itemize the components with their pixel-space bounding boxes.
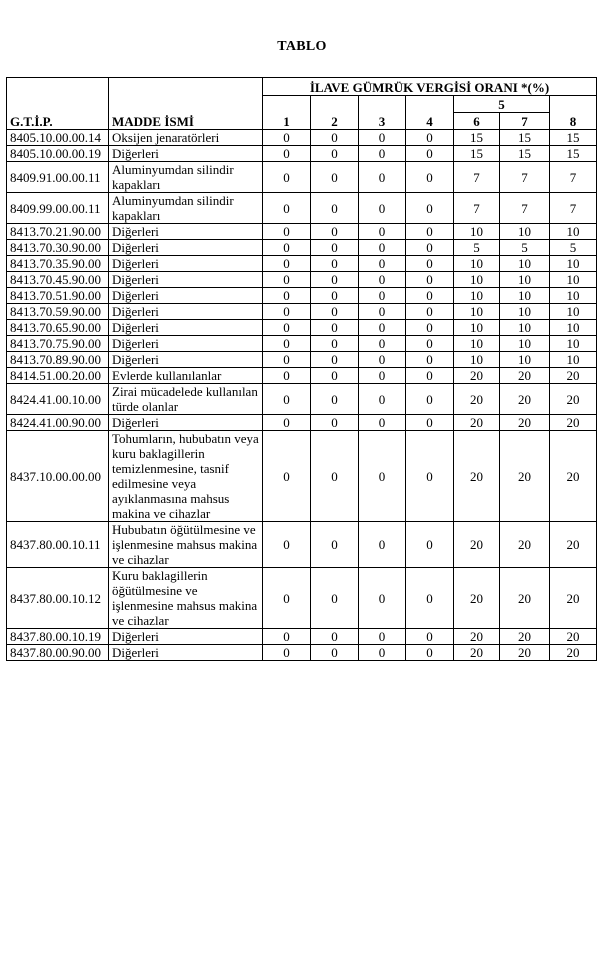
rate-cell-c3: 0 <box>359 352 406 368</box>
header-subgroup-5: 5 <box>454 96 550 113</box>
rate-cell-c7: 20 <box>500 629 550 645</box>
rate-cell-c2: 0 <box>311 629 359 645</box>
rate-cell-c7: 20 <box>500 415 550 431</box>
gtip-code: 8405.10.00.00.19 <box>7 146 109 162</box>
item-name: Aluminyumdan silindir kapakları <box>109 162 263 193</box>
gtip-code: 8413.70.75.90.00 <box>7 336 109 352</box>
rate-cell-c3: 0 <box>359 272 406 288</box>
rate-cell-c8: 20 <box>550 629 597 645</box>
rate-cell-c3: 0 <box>359 320 406 336</box>
rate-cell-c8: 5 <box>550 240 597 256</box>
rate-cell-c4: 0 <box>406 629 454 645</box>
rate-cell-c3: 0 <box>359 522 406 568</box>
rate-cell-c7: 20 <box>500 568 550 629</box>
rate-cell-c6: 20 <box>454 568 500 629</box>
rate-cell-c8: 10 <box>550 352 597 368</box>
rate-cell-c8: 20 <box>550 368 597 384</box>
gtip-code: 8413.70.89.90.00 <box>7 352 109 368</box>
gtip-code: 8409.99.00.00.11 <box>7 193 109 224</box>
rate-cell-c4: 0 <box>406 272 454 288</box>
table-row <box>7 288 597 304</box>
table-row <box>7 240 597 256</box>
rate-cell-c4: 0 <box>406 522 454 568</box>
rate-cell-c6: 10 <box>454 272 500 288</box>
rate-cell-c1: 0 <box>263 431 311 522</box>
rate-cell-c4: 0 <box>406 384 454 415</box>
gtip-code: 8413.70.51.90.00 <box>7 288 109 304</box>
rate-cell-c6: 7 <box>454 162 500 193</box>
rate-cell-c1: 0 <box>263 415 311 431</box>
item-name: Diğerleri <box>109 320 263 336</box>
rate-cell-c6: 10 <box>454 224 500 240</box>
rate-cell-c1: 0 <box>263 352 311 368</box>
rate-cell-c1: 0 <box>263 645 311 661</box>
table-row <box>7 162 597 193</box>
rate-cell-c3: 0 <box>359 224 406 240</box>
gtip-code: 8414.51.00.20.00 <box>7 368 109 384</box>
rate-cell-c2: 0 <box>311 568 359 629</box>
table-row <box>7 629 597 645</box>
rate-cell-c6: 10 <box>454 352 500 368</box>
item-name: Diğerleri <box>109 629 263 645</box>
rate-cell-c6: 10 <box>454 288 500 304</box>
rate-cell-c4: 0 <box>406 193 454 224</box>
rate-cell-c4: 0 <box>406 304 454 320</box>
rate-cell-c2: 0 <box>311 384 359 415</box>
rate-cell-c6: 10 <box>454 304 500 320</box>
rate-cell-c1: 0 <box>263 522 311 568</box>
rate-cell-c7: 5 <box>500 240 550 256</box>
header-col-4: 4 <box>406 96 454 130</box>
table-row <box>7 645 597 661</box>
header-col-1: 1 <box>263 96 311 130</box>
rate-cell-c8: 15 <box>550 130 597 146</box>
gtip-code: 8413.70.65.90.00 <box>7 320 109 336</box>
rate-cell-c8: 10 <box>550 304 597 320</box>
gtip-code: 8413.70.30.90.00 <box>7 240 109 256</box>
item-name: Tohumların, hububatın veya kuru baklagillerin temizlenmesine, tasnif edilmesine veya ayıklanmasına mahsus makina ve cihazlar <box>109 431 263 522</box>
rate-cell-c6: 15 <box>454 130 500 146</box>
rate-cell-c4: 0 <box>406 352 454 368</box>
gtip-code: 8413.70.45.90.00 <box>7 272 109 288</box>
gtip-code: 8413.70.59.90.00 <box>7 304 109 320</box>
header-col-6: 6 <box>454 113 500 130</box>
item-name: Evlerde kullanılanlar <box>109 368 263 384</box>
rate-cell-c4: 0 <box>406 162 454 193</box>
rate-cell-c3: 0 <box>359 431 406 522</box>
rate-cell-c8: 10 <box>550 272 597 288</box>
rate-cell-c6: 20 <box>454 415 500 431</box>
rate-cell-c3: 0 <box>359 336 406 352</box>
table-row <box>7 224 597 240</box>
tariff-body <box>7 130 597 661</box>
rate-cell-c7: 20 <box>500 431 550 522</box>
header-col-3: 3 <box>359 96 406 130</box>
rate-cell-c1: 0 <box>263 336 311 352</box>
rate-cell-c8: 20 <box>550 568 597 629</box>
rate-cell-c7: 15 <box>500 146 550 162</box>
gtip-code: 8424.41.00.10.00 <box>7 384 109 415</box>
rate-cell-c3: 0 <box>359 384 406 415</box>
rate-cell-c1: 0 <box>263 272 311 288</box>
rate-cell-c3: 0 <box>359 288 406 304</box>
rate-cell-c4: 0 <box>406 146 454 162</box>
rate-cell-c4: 0 <box>406 368 454 384</box>
rate-cell-c7: 10 <box>500 320 550 336</box>
table-row <box>7 146 597 162</box>
gtip-code: 8437.80.00.90.00 <box>7 645 109 661</box>
rate-cell-c4: 0 <box>406 240 454 256</box>
rate-cell-c7: 20 <box>500 368 550 384</box>
item-name: Diğerleri <box>109 415 263 431</box>
header-col-7: 7 <box>500 113 550 130</box>
rate-cell-c7: 10 <box>500 336 550 352</box>
rate-cell-c3: 0 <box>359 368 406 384</box>
rate-cell-c3: 0 <box>359 193 406 224</box>
rate-cell-c2: 0 <box>311 304 359 320</box>
header-madde-ismi: MADDE İSMİ <box>109 78 263 130</box>
rate-cell-c4: 0 <box>406 568 454 629</box>
item-name: Kuru baklagillerin öğütülmesine ve işlenmesine mahsus makina ve cihazlar <box>109 568 263 629</box>
rate-cell-c2: 0 <box>311 522 359 568</box>
rate-cell-c2: 0 <box>311 256 359 272</box>
item-name: Diğerleri <box>109 272 263 288</box>
table-row <box>7 130 597 146</box>
rate-cell-c4: 0 <box>406 336 454 352</box>
rate-cell-c2: 0 <box>311 193 359 224</box>
item-name: Oksijen jenaratörleri <box>109 130 263 146</box>
rate-cell-c1: 0 <box>263 162 311 193</box>
rate-cell-c7: 20 <box>500 522 550 568</box>
rate-cell-c7: 10 <box>500 256 550 272</box>
rate-cell-c6: 20 <box>454 629 500 645</box>
rate-cell-c1: 0 <box>263 304 311 320</box>
rate-cell-c8: 10 <box>550 256 597 272</box>
rate-cell-c2: 0 <box>311 431 359 522</box>
rate-cell-c3: 0 <box>359 629 406 645</box>
rate-cell-c3: 0 <box>359 645 406 661</box>
item-name: Diğerleri <box>109 288 263 304</box>
rate-cell-c1: 0 <box>263 240 311 256</box>
rate-cell-c6: 10 <box>454 336 500 352</box>
header-gtip: G.T.İ.P. <box>7 78 109 130</box>
rate-cell-c1: 0 <box>263 224 311 240</box>
rate-cell-c6: 20 <box>454 431 500 522</box>
rate-cell-c4: 0 <box>406 288 454 304</box>
rate-cell-c2: 0 <box>311 288 359 304</box>
rate-cell-c8: 20 <box>550 645 597 661</box>
item-name: Diğerleri <box>109 256 263 272</box>
gtip-code: 8424.41.00.90.00 <box>7 415 109 431</box>
item-name: Zirai mücadelede kullanılan türde olanlar <box>109 384 263 415</box>
rate-cell-c2: 0 <box>311 645 359 661</box>
gtip-code: 8437.80.00.10.19 <box>7 629 109 645</box>
rate-cell-c1: 0 <box>263 130 311 146</box>
rate-cell-c3: 0 <box>359 304 406 320</box>
table-row <box>7 415 597 431</box>
rate-cell-c7: 15 <box>500 130 550 146</box>
table-row <box>7 368 597 384</box>
item-name: Diğerleri <box>109 336 263 352</box>
rate-cell-c2: 0 <box>311 320 359 336</box>
rate-cell-c6: 20 <box>454 645 500 661</box>
rate-cell-c6: 20 <box>454 384 500 415</box>
table-row <box>7 304 597 320</box>
rate-cell-c6: 5 <box>454 240 500 256</box>
table-row <box>7 568 597 629</box>
table-row <box>7 522 597 568</box>
rate-cell-c2: 0 <box>311 240 359 256</box>
rate-cell-c8: 10 <box>550 224 597 240</box>
rate-cell-c7: 7 <box>500 162 550 193</box>
rate-cell-c7: 7 <box>500 193 550 224</box>
rate-cell-c3: 0 <box>359 146 406 162</box>
gtip-code: 8409.91.00.00.11 <box>7 162 109 193</box>
item-name: Aluminyumdan silindir kapakları <box>109 193 263 224</box>
rate-cell-c1: 0 <box>263 384 311 415</box>
table-row <box>7 352 597 368</box>
rate-cell-c6: 10 <box>454 256 500 272</box>
item-name: Hububatın öğütülmesine ve işlenmesine mahsus makina ve cihazlar <box>109 522 263 568</box>
rate-cell-c3: 0 <box>359 415 406 431</box>
rate-cell-c3: 0 <box>359 130 406 146</box>
rate-cell-c3: 0 <box>359 256 406 272</box>
rate-cell-c2: 0 <box>311 162 359 193</box>
page-title: TABLO <box>277 39 327 54</box>
table-row <box>7 431 597 522</box>
rate-cell-c1: 0 <box>263 256 311 272</box>
rate-cell-c1: 0 <box>263 320 311 336</box>
table-row <box>7 272 597 288</box>
table-row <box>7 193 597 224</box>
rate-cell-c8: 20 <box>550 431 597 522</box>
item-name: Diğerleri <box>109 352 263 368</box>
rate-cell-c7: 20 <box>500 384 550 415</box>
table-row <box>7 256 597 272</box>
rate-cell-c2: 0 <box>311 272 359 288</box>
rate-cell-c2: 0 <box>311 415 359 431</box>
rate-cell-c6: 20 <box>454 522 500 568</box>
header-col-8: 8 <box>550 96 597 130</box>
table-row <box>7 336 597 352</box>
table-row <box>7 320 597 336</box>
rate-cell-c6: 20 <box>454 368 500 384</box>
rate-cell-c1: 0 <box>263 193 311 224</box>
item-name: Diğerleri <box>109 240 263 256</box>
rate-cell-c2: 0 <box>311 352 359 368</box>
table-row <box>7 384 597 415</box>
rate-cell-c1: 0 <box>263 288 311 304</box>
tariff-table <box>6 77 597 661</box>
rate-cell-c8: 20 <box>550 415 597 431</box>
rate-cell-c2: 0 <box>311 130 359 146</box>
gtip-code: 8405.10.00.00.14 <box>7 130 109 146</box>
rate-cell-c1: 0 <box>263 368 311 384</box>
rate-cell-c3: 0 <box>359 240 406 256</box>
rate-cell-c6: 15 <box>454 146 500 162</box>
gtip-code: 8413.70.21.90.00 <box>7 224 109 240</box>
rate-cell-c2: 0 <box>311 146 359 162</box>
rate-cell-c2: 0 <box>311 368 359 384</box>
item-name: Diğerleri <box>109 146 263 162</box>
rate-cell-c4: 0 <box>406 256 454 272</box>
gtip-code: 8437.80.00.10.11 <box>7 522 109 568</box>
rate-cell-c4: 0 <box>406 645 454 661</box>
rate-cell-c7: 20 <box>500 645 550 661</box>
rate-cell-c4: 0 <box>406 130 454 146</box>
rate-cell-c3: 0 <box>359 568 406 629</box>
rate-cell-c8: 20 <box>550 522 597 568</box>
item-name: Diğerleri <box>109 224 263 240</box>
rate-cell-c8: 15 <box>550 146 597 162</box>
rate-cell-c6: 10 <box>454 320 500 336</box>
header-col-2: 2 <box>311 96 359 130</box>
item-name: Diğerleri <box>109 304 263 320</box>
rate-cell-c7: 10 <box>500 224 550 240</box>
rate-cell-c3: 0 <box>359 162 406 193</box>
rate-cell-c7: 10 <box>500 272 550 288</box>
rate-cell-c7: 10 <box>500 288 550 304</box>
rate-cell-c2: 0 <box>311 224 359 240</box>
gtip-code: 8437.80.00.10.12 <box>7 568 109 629</box>
rate-cell-c8: 7 <box>550 162 597 193</box>
rate-cell-c6: 7 <box>454 193 500 224</box>
rate-cell-c4: 0 <box>406 320 454 336</box>
rate-cell-c8: 20 <box>550 384 597 415</box>
rate-cell-c4: 0 <box>406 415 454 431</box>
rate-cell-c4: 0 <box>406 224 454 240</box>
gtip-code: 8413.70.35.90.00 <box>7 256 109 272</box>
rate-cell-c1: 0 <box>263 629 311 645</box>
rate-cell-c7: 10 <box>500 352 550 368</box>
rate-cell-c1: 0 <box>263 146 311 162</box>
rate-cell-c8: 7 <box>550 193 597 224</box>
rate-cell-c2: 0 <box>311 336 359 352</box>
rate-cell-c8: 10 <box>550 336 597 352</box>
rate-cell-c8: 10 <box>550 288 597 304</box>
rate-cell-c7: 10 <box>500 304 550 320</box>
rate-cell-c4: 0 <box>406 431 454 522</box>
item-name: Diğerleri <box>109 645 263 661</box>
gtip-code: 8437.10.00.00.00 <box>7 431 109 522</box>
rate-cell-c1: 0 <box>263 568 311 629</box>
header-rate-group: İLAVE GÜMRÜK VERGİSİ ORANI *(%) <box>263 78 597 96</box>
rate-cell-c8: 10 <box>550 320 597 336</box>
